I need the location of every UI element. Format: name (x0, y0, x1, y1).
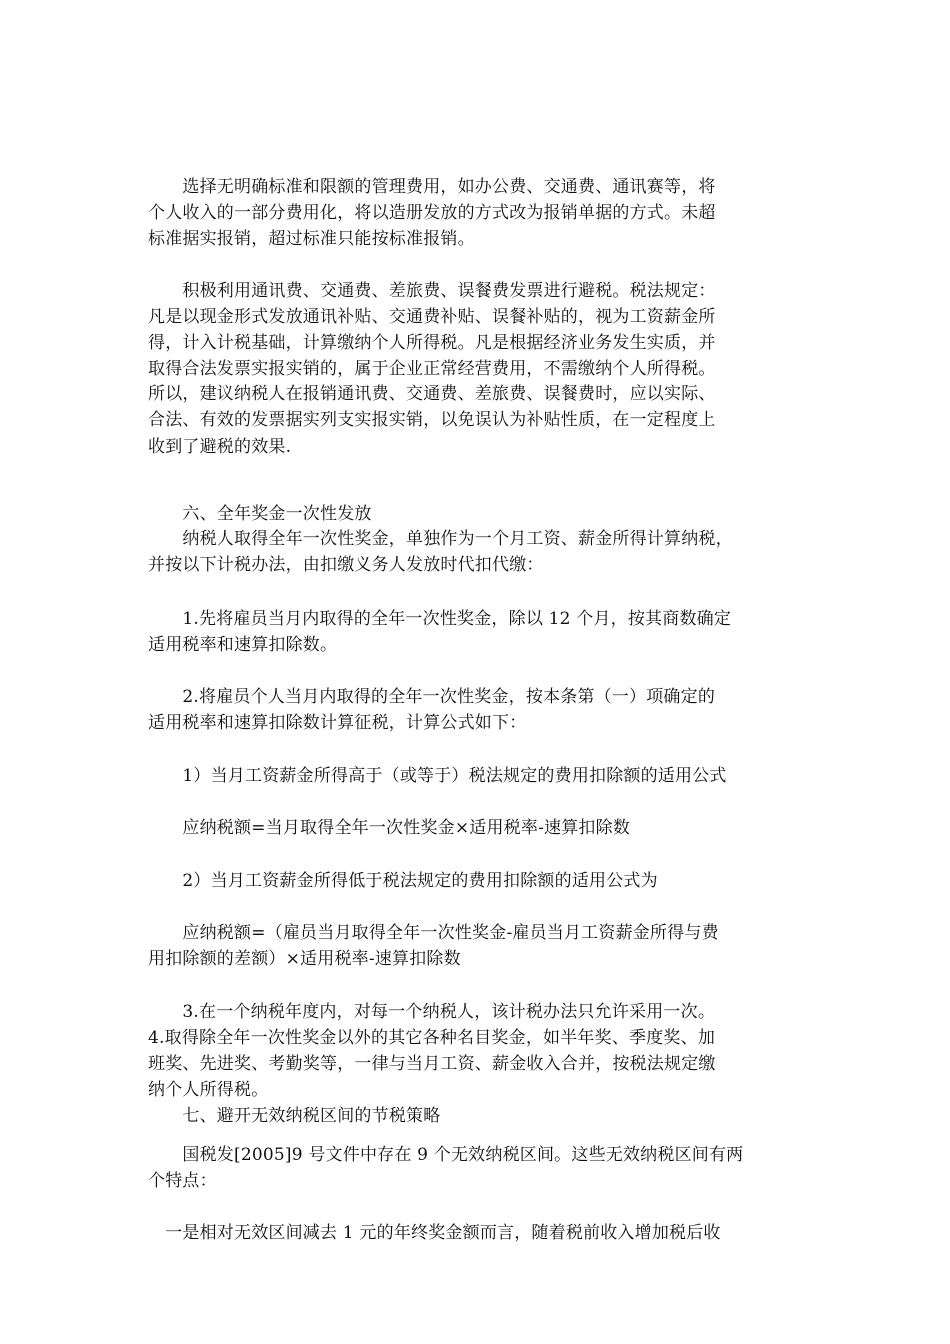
text-line: 2）当月工资薪金所得低于税法规定的费用扣除额的适用公式为 (148, 870, 658, 891)
text-line: 个人收入的一部分费用化，将以造册发放的方式改为报销单据的方式。未超 (148, 203, 716, 224)
text-line: 合法、有效的发票据实列支实报实销，以免误认为补贴性质，在一定程度上 (148, 410, 716, 431)
text-line: 并按以下计税办法，由扣缴义务人发放时代扣代缴： (148, 555, 544, 576)
formula-line: 应纳税额=当月取得全年一次性奖金×适用税率-速算扣除数 (148, 818, 631, 839)
text-line: 3.在一个纳税年度内，对每一个纳税人，该计税办法只允许采用一次。 (148, 1002, 716, 1023)
text-line: 得，计入计税基础，计算缴纳个人所得税。凡是根据经济业务发生实质，并 (148, 332, 716, 353)
text-line: 选择无明确标准和限额的管理费用，如办公费、交通费、通讯赛等，将 (148, 177, 716, 197)
text-line: 1）当月工资薪金所得高于（或等于）税法规定的费用扣除额的适用公式 (148, 766, 727, 787)
text-line: 班奖、先进奖、考勤奖等，一律与当月工资、薪金收入合并，按税法规定缴 (148, 1054, 716, 1075)
section-heading: 七、避开无效纳税区间的节税策略 (148, 1105, 441, 1126)
text-line: 积极利用通讯费、交通费、差旅费、误餐费发票进行避税。税法规定： (148, 280, 716, 301)
text-line: 国税发[2005]9 号文件中存在 9 个无效纳税区间。这些无效纳税区间有两 (148, 1144, 744, 1165)
text-line: 所以，建议纳税人在报销通讯费、交通费、差旅费、误餐费时，应以实际、 (148, 384, 716, 405)
text-line: 一是相对无效区间减去 1 元的年终奖金额而言，随着税前收入增加税后收 (148, 1223, 721, 1243)
section-heading: 六、全年奖金一次性发放 (148, 504, 372, 525)
formula-line: 应纳税额=（雇员当月取得全年一次性奖金-雇员当月工资薪金所得与费 (148, 922, 719, 943)
formula-line: 用扣除额的差额）×适用税率-速算扣除数 (148, 949, 461, 970)
text-line: 纳个人所得税。 (148, 1079, 269, 1100)
text-line: 取得合法发票实报实销的，属于企业正常经营费用，不需缴纳个人所得税。 (148, 359, 716, 380)
text-line: 适用税率和速算扣除数计算征税，计算公式如下： (148, 713, 527, 734)
text-line: 标准据实报销，超过标准只能按标准报销。 (148, 229, 475, 250)
text-line: 纳税人取得全年一次性奖金，单独作为一个月工资、薪金所得计算纳税， (148, 529, 733, 550)
text-line: 个特点： (148, 1170, 217, 1191)
text-line: 1.先将雇员当月内取得的全年一次性奖金，除以 12 个月，按其商数确定 (148, 608, 732, 629)
text-line: 凡是以现金形式发放通讯补贴、交通费补贴、误餐补贴的，视为工资薪金所 (148, 306, 716, 327)
text-line: 收到了避税的效果. (148, 436, 292, 457)
text-line: 2.将雇员个人当月内取得的全年一次性奖金，按本条第（一）项确定的 (148, 686, 716, 707)
text-line: 适用税率和速算扣除数。 (148, 634, 338, 655)
text-line: 4.取得除全年一次性奖金以外的其它各种名目奖金，如半年奖、季度奖、加 (148, 1028, 716, 1049)
